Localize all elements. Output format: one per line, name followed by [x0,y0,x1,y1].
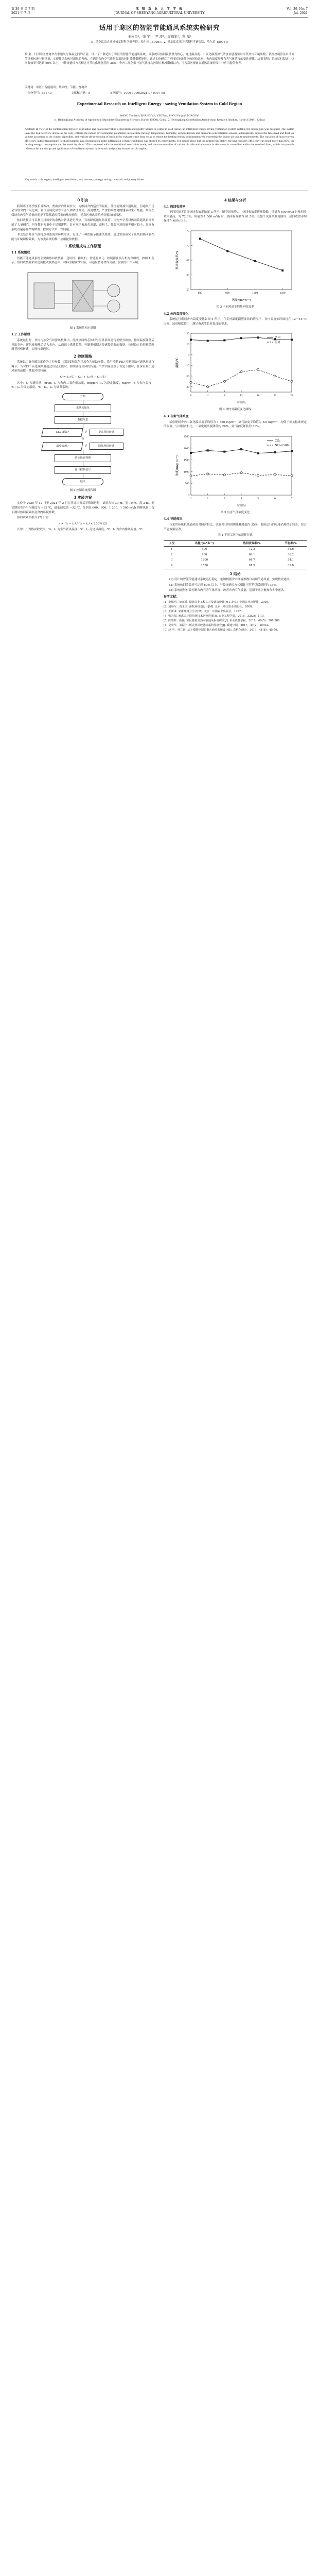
x-tick-label: 7 [291,497,293,500]
x-tick-label: 8 [223,394,225,398]
flow-defrost: 防冻除霜判断 [55,454,111,462]
heading-4-2: 4.2 舍内温度变化 [164,312,189,316]
figure-1-caption: 图 1 系统结构示意图 [69,326,96,330]
flow-decision-temp: 温度过低? [42,442,84,451]
flow-arrow [83,450,134,454]
paragraph: 热回收效率按式 (2) 计算： [17,516,52,520]
paragraph: 热回收技术可以利用排风中的余热对新风进行预热，有效降低通风热负荷。国内外学者对热回收通风系统开展了大量研究，但多数研究集中于民用建筑，针对寒区畜禽舍高湿、高粉尘、低温环境的研究相对较少，且现有系统普遍存在结霜堵塞、控制方式单一等问题。 [11,219,154,231]
table-header: 节能率/% [285,541,297,545]
paragraph: 实验于 2020 年 12 月至 2021 年 2 月在黑龙江省某养殖场进行，试验舍长 30 m、宽 10 m、高 3 m。测试期间室外平均温度为 −22 ℃，最低温度达 −32 ℃。分别在 600、900、1 200、1 500 m³/h 四种风量工况下测试热回收效率及舍内环境参数。 [11,502,154,514]
flow-no-label: 否 [81,437,84,441]
table-row: 2 900 68.1 36.2 [171,553,294,556]
flow-init: 系统初始化 [55,404,111,412]
table-header: 风量/(m³·h⁻¹) [194,541,214,545]
left-column [11,196,154,533]
reference-item: [7] 赵 明，孙立新. 基于模糊控制的畜舍通风系统设计[J]. 农机化研究，2019，41(8)：45-50. [164,628,278,632]
flow-acquire: 数据采集 [55,416,111,424]
legend-label: CO₂ [275,439,280,443]
flow-output: 输出控制信号 [55,466,111,474]
x-tick-label: 600 [198,291,202,295]
x-tick-label: 5 [257,497,259,500]
table-row: 1 600 72.3 38.6 [171,548,294,551]
reference-item: [6] 吴中华，刘振宇. 板式热回收器结霜特性研究[J]. 暖通空调，2017，47(2)：88-92. [164,623,269,627]
paragraph: 式中：Q 为通风量，m³/h；C 为舍内二氧化碳浓度，mg/m³；C₀ 为设定浓度，mg/m³；t 为舍内温度，℃；t₀ 为设定温度，℃；k₁、k₂ 为调节系数。 [11,381,154,389]
y-tick-label: -20 [185,375,189,379]
figure-5-caption: 图 5 有害气体浓度变化 [220,511,250,514]
reference-item: [4] 张宏福. 畜禽舍环境控制技术研究进展[J]. 农业工程学报，2016，32(3)：1-10. [164,614,264,618]
x-tick-label: 24 [290,394,293,398]
flow-arrow [83,462,134,466]
figure-2-flowchart [31,393,134,485]
x-axis-label: 时间/h [237,401,246,405]
flow-increase-fan: 提高风机转速 [90,429,123,436]
heading-section-5: 5 结论 [229,571,241,576]
figure-4-chart [173,328,297,405]
heading-section-3: 3 实验方案 [74,495,92,500]
heading-section-4: 4 结果与分析 [224,198,246,202]
paragraph: 系统以二氧化碳浓度作为主控参数，以温度和氨气浓度作为辅助参数，采用模糊 PID 控制算法对通风量进行调节。当舍内二氧化碳浓度超过设定上限时，控制器提高风机转速；当舍内温度低于设定下限时，在保证最小通风量的前提下降低风机转速。 [11,361,154,373]
x-axis-label: 时间/d [237,504,246,507]
x-tick-label: 3 [223,497,225,500]
article-number: 文章编号：1000-1700(2021)07-0097-08 [110,92,165,95]
x-tick-label: 4 [207,394,209,398]
heading-1-2: 1.2 工作原理 [11,333,30,337]
en-authors-block [21,114,298,122]
data-point [207,386,209,388]
data-point [281,269,283,272]
cn-affiliation: (1. 黑龙江省农业机械工程科学研究院，哈尔滨 150081；2. 黑龙江省寒区建筑科学研究院，哈尔滨 150081) [91,41,228,44]
data-point [257,337,259,339]
y-tick-label: 2500 [184,435,189,438]
figure-2-caption: 图 2 控制系统流程图 [69,489,96,493]
paragraph: 系统运行时，舍内污浊空气经排风机抽出，流经热回收芯体时与室外新风进行间壁式换热，排风温度降低后排出室外；新风被预热后送入舍内，从而减少供暖负荷。控制器根据各传感器采集的数据，按照设定的控制策略调节风机转速，实现按需通风。 [11,338,154,351]
heading-section-2: 2 控制策略 [74,353,92,359]
table-row: 3 1200 64.7 34.1 [171,558,294,562]
figure-3-chart [173,226,297,303]
y-axis-label: 热回收效率/% [176,250,179,270]
data-point [291,339,293,341]
clc-number: 中图分类号：S817.3 [25,92,52,95]
data-point [257,369,259,371]
y-tick-label: 0 [188,494,189,497]
x-tick-label: 900 [225,291,230,295]
x-tick-label: 1200 [252,291,258,295]
data-point [223,381,225,383]
y-tick-label: 75 [186,229,189,233]
data-point [207,449,209,451]
paragraph: (1) 设计的智能节能通风系统运行稳定，能够根据舍内环境参数自动调节通风量，实现按需通风。 [169,578,293,582]
data-point [199,238,201,240]
y-tick-label: 1500 [184,459,189,462]
flow-yes-label: 是 [84,430,87,434]
reference-item: [5] 陈昭辉，靳薇. 寒区畜禽舍热回收通风系统研究[J]. 农业机械学报，2018，49(5)：301-308. [164,619,281,622]
cn-keywords: 关键词：寒区；智能通风；热回收；节能；畜禽舍 [25,86,87,89]
paragraph: 系统运行期间舍内温度变化如图 4 所示。在室外温度剧烈波动的情况下，舍内温度始终维持在 12～16 ℃ 之间，波动幅度较小，满足畜禽生长对温度的要求。 [164,318,307,326]
data-point [274,451,276,453]
classification-line [25,91,294,95]
figure-3-caption: 图 3 不同风量下的热回收效率 [216,305,254,309]
figure-4-caption: 图 4 舍内外温度变化曲线 [219,408,251,412]
data-point [274,473,276,476]
doc-code: 文献标识码：A [71,92,91,95]
data-point [240,371,242,373]
paragraph: 本文结合寒区气候特点和畜禽舍环境需求，设计了一种智能节能通风系统，通过实验研究了系统的热回收性能与环境调控效果，为该类系统的推广应用提供依据。 [11,233,154,241]
data-point [240,471,242,473]
data-point [190,339,192,341]
x-tick-label: 1 [190,497,192,500]
heading-4-3: 4.3 有害气体浓度 [164,414,189,418]
flow-start: 开始 [62,393,103,401]
table-1-caption: 表 1 不同工况下的能耗对比 [218,534,253,537]
y-tick-label: -10 [185,364,189,368]
data-point [240,448,242,450]
paragraph: (3) 系统能够有效控制舍内有害气体浓度，改善舍内空气质量，适用于寒区畜禽舍冬季通风。 [169,589,287,592]
data-point [274,375,276,377]
heading-section-1: 1 系统组成与工作原理 [64,244,101,249]
y-tick-label: 0 [188,353,189,357]
data-point [223,474,225,476]
data-point [190,382,192,384]
y-tick-label: 65 [186,259,189,262]
references-heading: 参考文献： [164,595,180,599]
paragraph: (2) 系统热回收效率可达到 60% 以上，与传统通风方式相比可节约供暖能耗约 35%。 [169,583,279,587]
legend-label: NH₃×100 [275,444,289,447]
heading-1-1: 1.1 系统组成 [11,250,30,255]
data-point [257,452,259,454]
paragraph: 不同风量下系统热回收效率如图 3 所示。随着风量增大，热回收效率逐渐降低，风量为 600 m³/h 时热回收效率最高，为 72.3%；风量为 1 500 m³/h 时，热回收效率为 61.5%。在整个试验风量范围内，热回收效率均保持在 60% 以上。 [164,211,307,223]
y-tick-label: 1000 [184,470,189,474]
table-header: 热回收效率/% [243,541,261,545]
y-tick-label: 500 [185,482,189,485]
figure-5-chart [173,431,297,509]
flow-end: 结束 [62,478,103,486]
x-tick-label: 20 [273,394,277,398]
y-tick-label: 55 [186,288,189,292]
series-line [200,239,282,270]
en-affiliation: (1. Heilongjiang Academy of Agricultural Machinery Engineering Sciences, Harbin 150081, China; 2. Heilongjiang Cold Region Architectural Research Institute, Harbin 150081, China) [54,118,265,122]
y-tick-label: 60 [186,274,189,277]
header-left: 第 39 卷 第 7 期 2021 年 7 月 [11,7,34,15]
data-point [207,340,209,342]
y-tick-label: 70 [186,244,189,248]
x-tick-label: 6 [274,497,276,500]
heading-4-1: 4.1 热回收效率 [164,205,186,209]
cn-abstract: 摘 要：针对寒区畜禽舍冬季通风与保温之间的矛盾，设计了一种适用于寒区的智能节能通风系统。该系统以热回收装置为核心，通过温湿度、二氧化碳及氨气浓度传感器实时采集舍内环境参数，依据控制算法自动调节风机转速与新风量，实现排风余热对新风的预热，在满足舍内空气质量要求的同时降低供暖能耗。通过实验研究了不同风量条件下热回收效率、舍内温度场及有害气体浓度的变化规律。结果表明：系统运行稳定，热回收效率可达到 60% 以上，与传统通风方式相比可节约供暖能耗约 35%，舍内二氧化碳与氨气浓度均控制在标准限值以内，可为寒区畜禽舍通风系统的设计与应用提供参考。 [25,53,294,65]
table-header: 工况 [169,541,175,545]
data-point [223,340,225,342]
x-axis-label: 风量/(m³·h⁻¹) [232,298,251,302]
data-point [291,450,293,452]
running-header [11,6,308,18]
paragraph: 我国寒区冬季漫长且寒冷，畜禽舍内外温差大，为维持舍内适宜的温度，往往需要减少通风量，但通风不足会导致舍内二氧化碳、氨气及硫化氢等有害气体浓度升高，湿度增大，严重影响畜禽的健康和生产性能。如何在保证舍内空气质量的前提下降低通风带来的热量损失，是寒区畜禽养殖亟待解决的问题。 [11,205,154,217]
table-row: 4 1500 61.5 31.8 [171,564,294,568]
equation-2: η = (t₂ − t₁) / (t₃ − t₁) × 100% (2) [58,522,108,526]
right-column [164,196,307,633]
paragraph: 智能节能通风系统主要由热回收装置、送风机、排风机、传感器单元、控制器及执行机构等组成，如图 1 所示。热回收装置采用逆流板式换热芯体，材料为耐腐蚀铝箔，可适应畜禽舍内高湿、含氨的工作环境。 [11,257,154,265]
x-tick-label: 4 [240,497,242,500]
table-1 [164,540,307,569]
data-point [190,474,192,477]
plot-frame [191,231,292,290]
legend-label: 舍内 [275,336,281,340]
equation-1: Q = k₁·(C − C₀) + k₂·(t − t₀) (1) [60,376,106,379]
header-right: Vol. 39, No. 7 Jul. 2021 [287,7,308,15]
cn-authors: 王云昊¹，张 宇¹，尹 涛¹，周福军²，苗 福² [128,35,191,39]
en-authors: WANG Yun-hao¹, ZHANG Yu¹, YIN Tao¹, ZHOU Fu-jun², MIAO Fu² [119,114,200,117]
flow-arrow [83,412,134,416]
data-point [257,474,259,476]
data-point [226,250,228,252]
flow-decrease-fan: 降低风机转速 [90,443,123,450]
y-tick-label: 20 [186,332,189,336]
flow-arrow [83,424,134,428]
y-axis-label: 温度/℃ [176,358,179,368]
y-tick-label: 10 [186,343,189,347]
references-list [164,601,307,633]
en-keywords: Key words: cold region; intelligent ventilation; heat recovery; energy saving; livestock and poultry house [25,178,144,181]
flow-arrow [83,400,134,404]
data-point [190,452,192,454]
heading-intro: 0 引言 [77,198,88,202]
reference-item: [1] 李保明，施正香. 设施农业工程工艺及建筑设计[M]. 北京：中国农业出版社，2005. [164,600,269,604]
en-abstract: Abstract: In view of the contradiction between ventilation and heat preservation of livestock and poultry houses in winter in cold region, an intelligent energy-saving ventilation system suitable for cold region was designed. The system takes the heat recovery device as the core, collects the indoor environmental parameters in real time through temperature, humidity, carbon dioxide and ammonia concentration sensors, automatically adjusts the fan speed and fresh air volume according to the control algorithm, and realizes the preheating of fresh air by exhaust waste heat, so as to reduce the heating energy consumption while meeting the indoor air quality requirements. The variation of heat recovery efficiency, indoor temperature field and harmful gas concentration under different air volume conditions was studied by experiments. The results show that the system runs stably, the heat recovery efficiency can reach more than 60%, the heating energy consumption can be saved by about 35% compared with the traditional ventilation mode, and the concentration of carbon dioxide and ammonia in the house is controlled within the standard limit, which can provide reference for the design and application of ventilation system in livestock and poultry houses in cold region. [25,128,294,150]
figure-1-system-diagram [24,267,142,324]
reference-item: [2] 刘继军，贾永全. 畜牧场规划设计[M]. 北京：中国农业出版社，2008. [164,605,253,608]
en-title: Experimental Research on Intelligent Energy - saving Ventilation System in Cold Region [77,101,242,106]
data-point [291,474,293,477]
x-tick-label: 16 [256,394,260,398]
x-tick-label: 0 [190,394,192,398]
x-tick-label: 1500 [279,291,286,295]
legend-label: 室外 [275,341,281,345]
x-tick-label: 12 [240,394,243,398]
heading-4-4: 4.4 节能效果 [164,517,183,521]
paragraph: 式中：η 为热回收效率，%；t₁ 为室外新风温度，℃；t₂ 为送风温度，℃；t₃ 为舍内排风温度，℃。 [17,528,146,532]
data-point [207,473,209,475]
y-tick-label: -30 [185,385,189,389]
reference-item: [3] 王新谋. 家畜环境卫生学[M]. 北京：中国农业出版社，1997. [164,609,242,613]
paper-title: 适用于寒区的智能节能通风系统实验研究 [99,24,220,31]
header-center: 沈 阳 农 业 大 学 学 报 JOURNAL OF SHENYANG AGRICULTURAL UNIVERSITY [114,7,205,15]
data-point [254,260,256,262]
data-point [240,337,242,340]
paragraph: 与采用传统机械通风的对照舍相比，试验舍日均供暖能耗降低约 35%，系统运行的电能消耗增加较少，综合节能效果显著。 [164,523,307,531]
flow-arrow [83,474,134,478]
flow-decision-co2: CO₂ 超限? [42,428,84,437]
data-point [291,381,293,383]
y-tick-label: 2000 [184,447,189,450]
paragraph: 试验期间舍内二氧化碳浓度平均值为 1 850 mg/m³，氨气浓度平均值为 8.6 mg/m³，均低于相关标准规定的限值。与对照舍相比，二氧化碳浓度降低约 28%，氨气浓度降低约 31%。 [164,420,307,429]
data-point [223,450,225,452]
flow-yes-label: 是 [84,444,87,448]
x-tick-label: 2 [207,497,209,500]
y-axis-label: 浓度/(mg·m⁻³) [176,455,179,476]
